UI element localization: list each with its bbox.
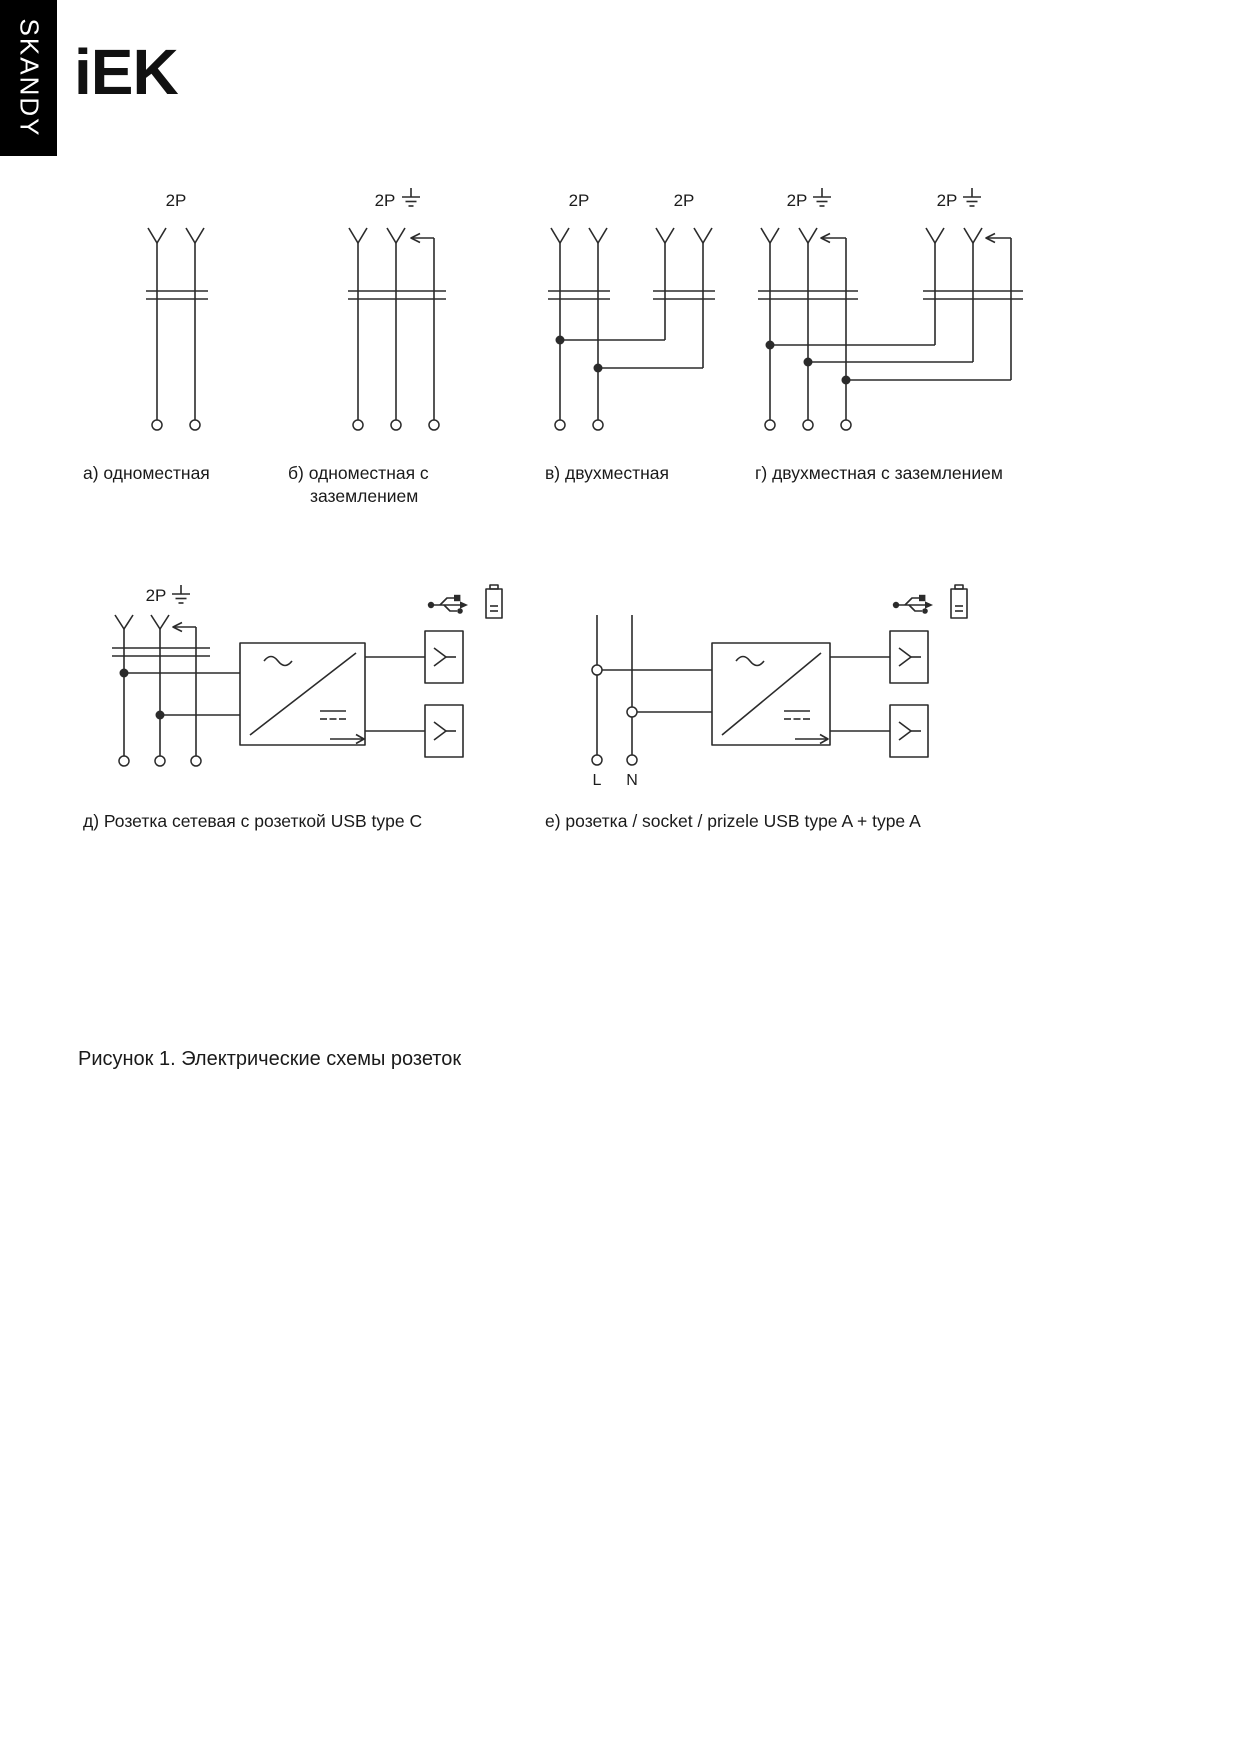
junction-dot (120, 669, 129, 678)
contact-fork (799, 228, 817, 420)
ground-icon (402, 188, 420, 206)
earth-contact-arrow (821, 234, 846, 421)
port-contact-icon (434, 722, 456, 740)
contact-fork (551, 228, 569, 420)
ac-sine-icon (736, 657, 764, 666)
series-tab-label: SKANDY (14, 18, 44, 138)
contact-fork (148, 228, 166, 420)
terminal (593, 420, 603, 430)
diagram-e-socket-usb-a (540, 565, 1000, 800)
figure-caption: Рисунок 1. Электрические схемы розеток (78, 1048, 462, 1070)
junction-dot (594, 364, 603, 373)
ground-icon (172, 585, 190, 603)
usb-port (425, 705, 463, 757)
terminal (152, 420, 162, 430)
caption-v: в) двухместная (545, 463, 670, 483)
series-tab (0, 0, 57, 156)
socket-body (146, 291, 208, 299)
ac-sine-icon (264, 657, 292, 666)
contact-fork (186, 228, 204, 420)
usb-port (890, 705, 928, 757)
socket-body (348, 291, 446, 299)
contact-fork (151, 615, 169, 756)
ground-icon (813, 188, 831, 206)
contact-fork (926, 228, 944, 345)
pole-count-label: 2P (165, 191, 187, 210)
caption-a: а) одноместная (83, 463, 210, 483)
terminal (353, 420, 363, 430)
contact-fork (656, 228, 674, 340)
contact-fork (964, 228, 982, 362)
pole-count-label: 2P (568, 191, 590, 210)
caption-d: д) Розетка сетевая с розеткой USB type C (83, 811, 423, 831)
diagram-v-double-socket (530, 180, 765, 440)
diagram-b-single-socket-earthed (270, 180, 490, 440)
battery-icon (951, 585, 967, 618)
diagram-a-single-socket (80, 180, 280, 440)
contact-fork (694, 228, 712, 368)
terminal (803, 420, 813, 430)
dc-icon (784, 711, 810, 719)
port-contact-icon (434, 648, 456, 666)
earth-contact-arrow (173, 623, 196, 757)
pole-count-label: 2P (786, 191, 808, 210)
converter-box (240, 643, 365, 745)
port-contact-icon (899, 722, 921, 740)
output-arrow (330, 735, 364, 744)
earth-contact-arrow (411, 234, 434, 421)
junction-dot (804, 358, 813, 367)
junction-dot (766, 341, 775, 350)
pole-count-label: 2P (374, 191, 396, 210)
ground-icon (963, 188, 981, 206)
diagram-g-double-socket-earthed (740, 180, 1050, 445)
brand-logo: iEK (74, 36, 178, 108)
caption-e: е) розетка / socket / prizele USB type A + type A (545, 811, 921, 831)
converter-box (712, 643, 830, 745)
neutral-label: N (626, 772, 638, 789)
terminal (155, 756, 165, 766)
diagram-d-socket-usb-c (80, 565, 525, 800)
output-arrow (795, 735, 828, 744)
line-label: L (592, 772, 602, 789)
usb-icon (893, 595, 933, 614)
port-contact-icon (899, 648, 921, 666)
tap-terminal (592, 665, 602, 675)
caption-b (288, 462, 429, 508)
usb-port (425, 631, 463, 683)
dc-icon (320, 711, 346, 719)
earth-contact-arrow (986, 234, 1011, 381)
caption-b-line1: б) одноместная с (288, 463, 429, 483)
usb-icon (428, 595, 468, 614)
terminal (765, 420, 775, 430)
terminal (190, 420, 200, 430)
terminal (592, 755, 602, 765)
contact-fork (589, 228, 607, 420)
contact-fork (349, 228, 367, 420)
caption-g: г) двухместная с заземлением (755, 463, 1003, 483)
contact-fork (115, 615, 133, 756)
usb-port (890, 631, 928, 683)
terminal (429, 420, 439, 430)
terminal (627, 755, 637, 765)
terminal (841, 420, 851, 430)
socket-body (653, 291, 715, 299)
contact-fork (387, 228, 405, 420)
caption-b-line2: заземлением (310, 485, 419, 506)
terminal (119, 756, 129, 766)
battery-icon (486, 585, 502, 618)
socket-body (548, 291, 610, 299)
contact-fork (761, 228, 779, 420)
terminal (391, 420, 401, 430)
tap-terminal (627, 707, 637, 717)
pole-count-label: 2P (145, 586, 167, 605)
terminal (191, 756, 201, 766)
pole-count-label: 2P (936, 191, 958, 210)
junction-dot (156, 711, 165, 720)
pole-count-label: 2P (673, 191, 695, 210)
junction-dot (842, 376, 851, 385)
terminal (555, 420, 565, 430)
junction-dot (556, 336, 565, 345)
